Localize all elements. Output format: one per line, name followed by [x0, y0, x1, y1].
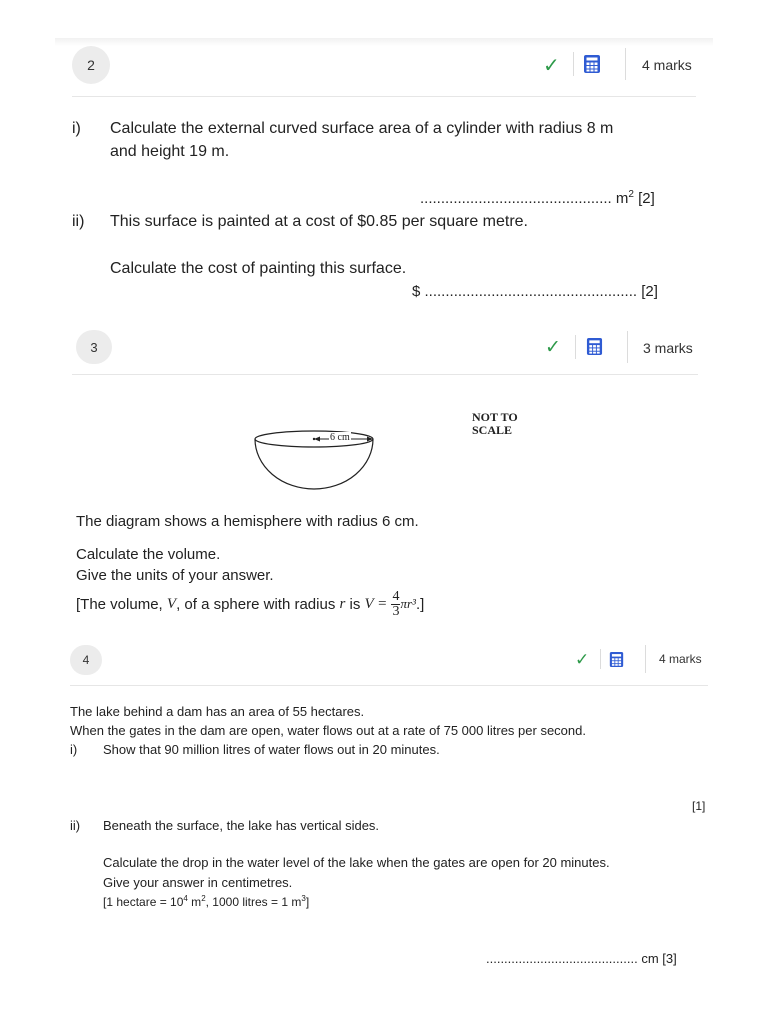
formula-variable: V	[166, 595, 177, 612]
fraction-numerator: 4	[392, 588, 400, 604]
question-text: Beneath the surface, the lake has vertical sides.	[103, 818, 380, 833]
answer-marks: [1]	[692, 799, 706, 813]
separator	[72, 96, 696, 97]
question-number-badge: 3	[76, 330, 112, 364]
not-to-scale-line: NOT TO	[472, 410, 518, 424]
divider	[627, 331, 628, 363]
answer-line	[420, 189, 655, 207]
divider	[575, 335, 576, 359]
formula-expression: πr³	[400, 596, 416, 611]
part-label: ii)	[70, 818, 81, 833]
part-label: i)	[72, 120, 81, 137]
top-shadow	[55, 38, 713, 46]
not-to-scale-line: SCALE	[472, 423, 513, 437]
question-text: Give the units of your answer.	[76, 567, 274, 584]
question-text: The diagram shows a hemisphere with radius 6 cm.	[76, 513, 419, 530]
divider	[600, 649, 601, 669]
conversion-superscript: 4	[183, 894, 188, 903]
question-text: Calculate the drop in the water level of the lake when the gates are open for 20 minutes.	[103, 855, 610, 870]
separator	[72, 374, 698, 375]
radius-label: 6 cm	[330, 432, 350, 443]
part-label: ii)	[72, 213, 85, 230]
answer-line	[486, 951, 677, 966]
currency-symbol: $	[412, 283, 421, 300]
question-text: Show that 90 million litres of water flows out in 20 minutes.	[103, 742, 440, 757]
conversion-text: , 1000 litres = 1 m	[205, 895, 302, 909]
answer-line	[412, 283, 658, 300]
answer-dots: ..........................................	[486, 951, 638, 966]
answer-dots: ...................................................	[424, 283, 638, 300]
question-text: When the gates in the dam are open, water flows out at a rate of 75 000 litres per second.	[70, 723, 586, 738]
answer-unit: cm	[641, 951, 659, 966]
calculator-icon[interactable]	[583, 54, 601, 79]
divider	[625, 48, 626, 80]
conversion-text: ]	[305, 895, 310, 909]
marks-label: 4 marks	[659, 652, 702, 666]
question-text: Calculate the volume.	[76, 546, 221, 563]
hemisphere-diagram	[250, 425, 380, 495]
answer-unit-superscript: 2	[628, 189, 634, 200]
conversion-superscript: 2	[201, 894, 206, 903]
formula-text: is	[349, 595, 361, 613]
conversion-superscript: 3	[301, 894, 306, 903]
calculator-icon[interactable]	[609, 651, 624, 673]
question-text: Give your answer in centimetres.	[103, 875, 293, 890]
marks-label: 4 marks	[642, 57, 692, 73]
not-to-scale-note	[472, 411, 518, 437]
calculator-icon[interactable]	[586, 337, 603, 361]
question-text: Calculate the cost of painting this surface.	[110, 260, 407, 277]
answer-unit: m	[615, 190, 629, 207]
question-text: Calculate the external curved surface area of a cylinder with radius 8 m	[110, 120, 614, 137]
question-text: and height 19 m.	[110, 143, 230, 160]
conversion-text: m	[187, 895, 202, 909]
marks-label: 3 marks	[643, 340, 693, 356]
formula-text: [The volume,	[76, 595, 163, 613]
question-number-badge: 2	[72, 46, 110, 84]
formula-variable: r	[339, 595, 346, 612]
answer-marks: [2]	[638, 190, 655, 207]
question-text: This surface is painted at a cost of $0.85 per square metre.	[110, 213, 528, 230]
question-number-badge: 4	[70, 645, 102, 675]
formula-fraction	[391, 590, 400, 619]
divider	[645, 645, 646, 673]
conversion-note	[103, 894, 309, 909]
formula-text: , of a sphere with radius	[176, 595, 336, 613]
check-icon[interactable]: ✓	[575, 650, 590, 669]
formula-equation: V =	[364, 595, 388, 612]
answer-dots: ..............................................	[420, 190, 612, 207]
divider	[573, 52, 574, 76]
conversion-text: [1 hectare = 10	[103, 895, 184, 909]
answer-marks: [2]	[641, 283, 658, 300]
separator	[70, 685, 708, 686]
formula-line	[76, 586, 424, 622]
answer-marks: [3]	[662, 951, 677, 966]
fraction-denominator: 3	[392, 603, 400, 619]
formula-text: .]	[415, 595, 425, 613]
part-label: i)	[70, 742, 78, 757]
question-text: The lake behind a dam has an area of 55 hectares.	[70, 704, 365, 719]
check-icon[interactable]: ✓	[543, 55, 560, 77]
check-icon[interactable]: ✓	[545, 337, 561, 358]
